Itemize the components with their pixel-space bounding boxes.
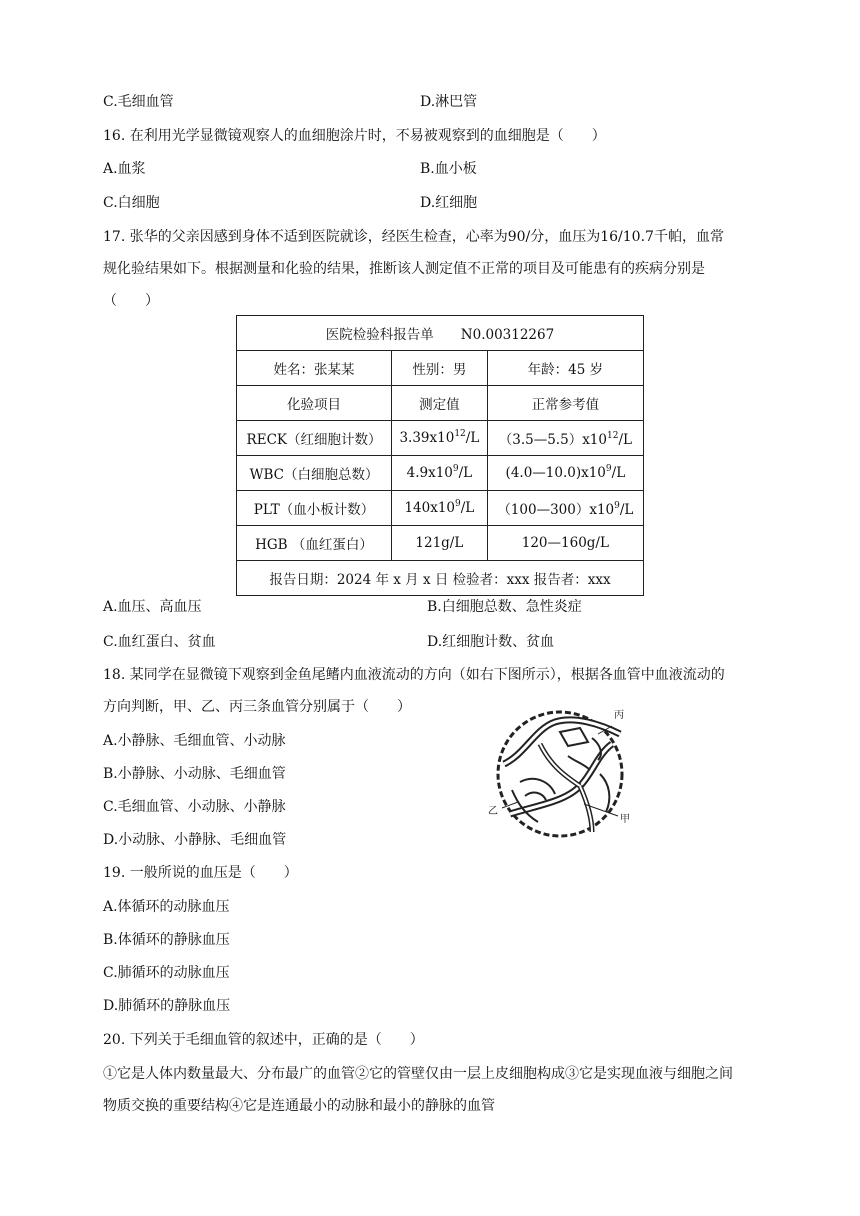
q20-stem: 20. 下列关于毛细血管的叙述中，正确的是（ ）: [103, 1032, 424, 1048]
row-item: PLT（血小板计数）: [237, 491, 392, 526]
q16-option-a: A.血浆: [103, 161, 146, 177]
q19-option-d: D.肺循环的静脉血压: [103, 998, 231, 1014]
q15-option-c: C.毛细血管: [103, 94, 174, 110]
row-item: WBC（白细胞总数）: [237, 456, 392, 491]
row-value: 121g/L: [392, 526, 488, 561]
row-reference: $(4.0—10.0)x10^9/L$: [487, 456, 643, 491]
q18-option-a: A.小静脉、毛细血管、小动脉: [103, 733, 286, 749]
label-jia: 甲: [620, 814, 630, 825]
q15-option-d: D.淋巴管: [420, 94, 478, 110]
header-value: 测定值: [392, 386, 488, 421]
row-reference: 120—160g/L: [487, 526, 643, 561]
q17-stem-line1: 17. 张华的父亲因感到身体不适到医院就诊，经医生检查，心率为90/分，血压为16/10.7千帕，血常: [103, 229, 724, 245]
report-name: 姓名：张某某: [237, 351, 392, 386]
report-row-reck: [237, 421, 644, 456]
q18-stem-line2: 方向判断，甲、乙、丙三条血管分别属于（ ）: [103, 699, 411, 715]
q17-option-c: C.血红蛋白、贫血: [103, 634, 216, 650]
row-item: HGB （血红蛋白）: [237, 526, 392, 561]
q20-statement-line2: 物质交换的重要结构④它是连通最小的动脉和最小的静脉的血管: [103, 1098, 495, 1114]
q17-option-b: B.白细胞总数、急性炎症: [427, 599, 582, 615]
q19-option-a: A.体循环的动脉血压: [103, 899, 230, 915]
row-value: $4.9x10^9/L$: [392, 456, 488, 491]
row-reference: $(3.5—5.5)x10^{12}/L$: [487, 421, 643, 456]
report-row-plt: [237, 491, 644, 526]
q19-stem: 19. 一般所说的血压是（ ）: [103, 865, 298, 881]
q20-statement-line1: ①它是人体内数量最大、分布最广的血管②它的管壁仅由一层上皮细胞构成③它是实现血液与细胞之间: [103, 1066, 733, 1082]
report-row-wbc: [237, 456, 644, 491]
report-title: 医院检验科报告单 N0.00312267: [237, 316, 644, 351]
q18-option-c: C.毛细血管、小动脉、小静脉: [103, 799, 286, 815]
blood-vessel-diagram: [480, 704, 640, 844]
q19-option-c: C.肺循环的动脉血压: [103, 965, 230, 981]
q16-option-d: D.红细胞: [420, 195, 478, 211]
lab-report-table: [236, 315, 644, 596]
row-value: $3.39x10^{12}/L$: [392, 421, 488, 456]
report-sex: 性别：男: [392, 351, 488, 386]
label-yi: 乙: [488, 806, 498, 817]
q18-stem-line1: 18. 某同学在显微镜下观察到金鱼尾鳍内血液流动的方向（如右下图所示），根据各血管中血液流动的: [103, 667, 725, 683]
label-bing: 丙: [614, 710, 624, 721]
report-age: 年龄：45 岁: [487, 351, 643, 386]
q16-stem: 16. 在利用光学显微镜观察人的血细胞涂片时，不易被观察到的血细胞是（ ）: [103, 128, 606, 144]
header-reference: 正常参考值: [487, 386, 643, 421]
q17-option-a: A.血压、高血压: [103, 599, 202, 615]
report-footer: 报告日期：2024 年 x 月 x 日 检验者：xxx 报告者：xxx: [237, 561, 644, 596]
q16-option-c: C.白细胞: [103, 195, 160, 211]
q17-stem-line3: （ ）: [103, 293, 159, 309]
row-reference: $(100—300)x10^9/L$: [487, 491, 643, 526]
q18-option-d: D.小动脉、小静脉、毛细血管: [103, 832, 287, 848]
row-value: $140x10^9/L$: [392, 491, 488, 526]
q18-option-b: B.小静脉、小动脉、毛细血管: [103, 766, 286, 782]
q17-option-d: D.红细胞计数、贫血: [427, 634, 555, 650]
q19-option-b: B.体循环的静脉血压: [103, 932, 230, 948]
q17-stem-line2: 规化验结果如下。根据测量和化验的结果，推断该人测定值不正常的项目及可能患有的疾病分别是: [103, 261, 705, 277]
row-item: RECK（红细胞计数）: [237, 421, 392, 456]
report-row-hgb: [237, 526, 644, 561]
header-item: 化验项目: [237, 386, 392, 421]
q16-option-b: B.血小板: [420, 161, 477, 177]
